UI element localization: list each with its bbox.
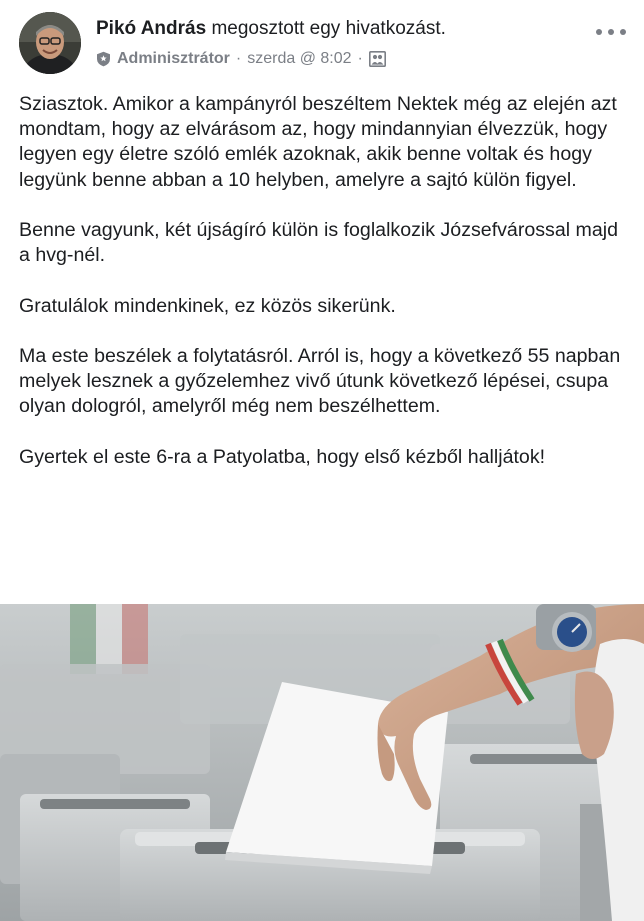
post-paragraph: Benne vagyunk, két újságíró külön is foglalkozik Józsefvárossal majd a hvg-nél. bbox=[19, 219, 619, 267]
author-role: Adminisztrátor bbox=[117, 50, 230, 67]
post-paragraph: Ma este beszélek a folytatásról. Arról is, hogy a következő 55 napban melyek lesznek a győzelemhez vivő útunk következő lépései, csupa olyan dologról, amelyről még nem beszélhettem. bbox=[19, 344, 621, 418]
post-timestamp[interactable]: szerda @ 8:02 bbox=[247, 50, 352, 67]
share-action-text: megosztott egy hivatkozást. bbox=[206, 18, 446, 39]
more-options-icon[interactable] bbox=[596, 22, 626, 42]
author-line bbox=[96, 18, 446, 40]
post-header bbox=[0, 0, 644, 86]
admin-badge-icon bbox=[96, 51, 111, 67]
post-body bbox=[19, 92, 631, 495]
author-avatar[interactable] bbox=[19, 12, 81, 74]
link-preview-image[interactable] bbox=[0, 604, 644, 921]
post-paragraph: Sziasztok. Amikor a kampányról beszéltem Nektek még az elején azt mondtam, hogy az elvárásom az, hogy mindannyian élvezzük, hogy legyen egy életre szóló emlék azoknak, akik benne voltak és hogy legyünk benne abban a 10 helyben, amelyre a sajtó külön figyel. bbox=[19, 93, 617, 191]
post-paragraph: Gyertek el este 6-ra a Patyolatba, hogy első kézből halljátok! bbox=[19, 445, 546, 468]
meta-separator: · bbox=[357, 50, 363, 67]
post-meta bbox=[96, 50, 386, 68]
author-name[interactable]: Pikó András bbox=[96, 18, 207, 39]
post-paragraph: Gratulálok mindenkinek, ez közös sikerünk. bbox=[19, 294, 396, 317]
meta-separator: · bbox=[235, 50, 242, 67]
group-members-icon bbox=[369, 51, 386, 67]
